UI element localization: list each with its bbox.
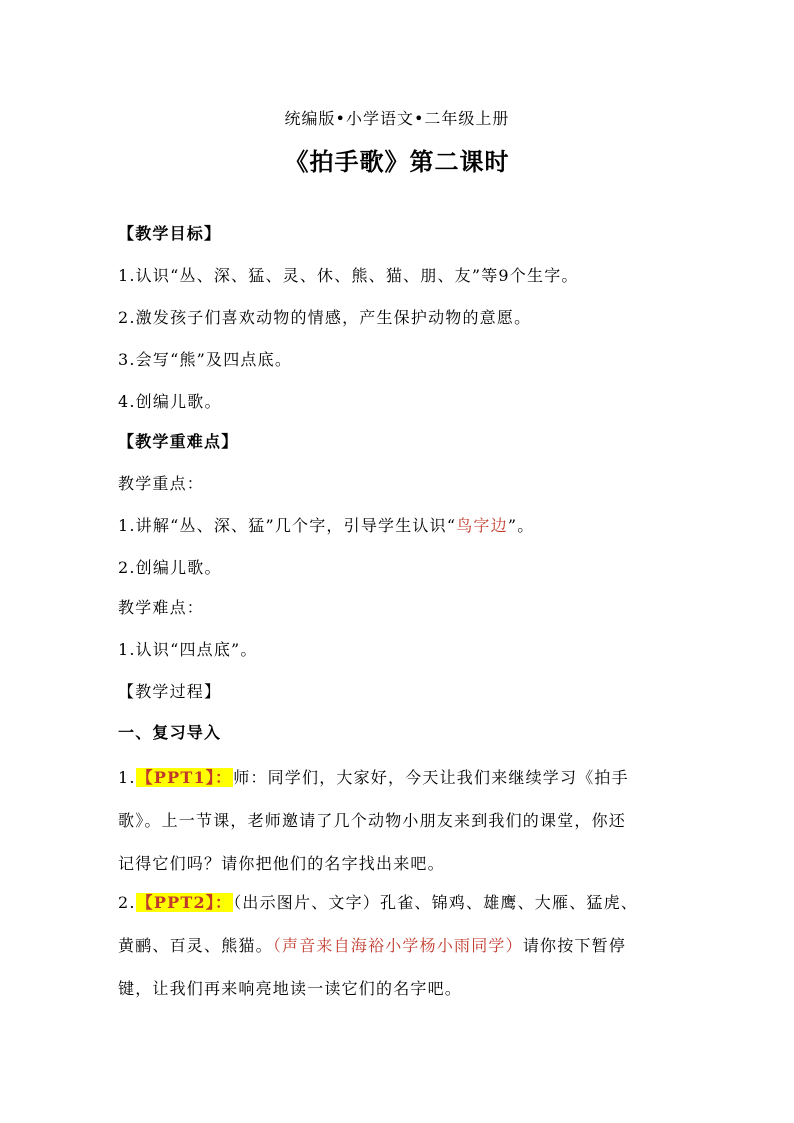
paragraph-text: （出示图片、文字）孔雀、锦鸡、雄鹰、大雁、猛虎、 bbox=[233, 893, 638, 912]
process-heading: 【教学过程】 bbox=[118, 682, 222, 701]
section-heading: 一、复习导入 bbox=[118, 723, 222, 742]
paragraph-line: 歌》。上一节课，老师邀请了几个动物小朋友来到我们的课堂，你还 bbox=[118, 811, 627, 830]
document-title: 《拍手歌》第二课时 bbox=[284, 147, 510, 176]
paragraph-text: 师：同学们，大家好，今天让我们来继续学习《拍手 bbox=[233, 768, 629, 787]
objective-item: 2.激发孩子们喜欢动物的情感，产生保护动物的意愿。 bbox=[118, 308, 532, 327]
document-subtitle: 统编版•小学语文•二年级上册 bbox=[284, 109, 510, 128]
objective-item: 3.会写“熊”及四点底。 bbox=[118, 350, 293, 369]
paragraph-text: 请你按下暂停 bbox=[522, 936, 627, 955]
focus-item: 2.创编儿歌。 bbox=[118, 558, 222, 577]
difficulty-item: 1.认识“四点底”。 bbox=[118, 640, 258, 659]
focus-item-highlight: 鸟字边 bbox=[456, 516, 508, 535]
objectives-heading: 【教学目标】 bbox=[118, 224, 222, 243]
focus-label: 教学重点： bbox=[118, 474, 205, 493]
focus-item-text: ”。 bbox=[507, 516, 535, 535]
paragraph-line bbox=[118, 756, 678, 799]
focus-item bbox=[118, 516, 678, 536]
key-points-heading: 【教学重难点】 bbox=[118, 432, 239, 451]
audio-credit: （声音来自海裕小学杨小雨同学） bbox=[272, 936, 523, 955]
paragraph-line bbox=[118, 924, 678, 967]
ppt-tag: 【PPT1】： bbox=[136, 768, 233, 787]
focus-item-text: 1.讲解“丛、深、猛”几个字，引导学生认识“ bbox=[118, 516, 457, 535]
paragraph-line: 键，让我们再来响亮地读一读它们的名字吧。 bbox=[118, 979, 463, 998]
ppt-tag: 【PPT2】： bbox=[136, 893, 233, 912]
paragraph-text: 黄鹂、百灵、熊猫。 bbox=[118, 936, 273, 955]
process-paragraph-1 bbox=[118, 756, 678, 885]
objective-item: 4.创编儿歌。 bbox=[118, 392, 222, 411]
difficulty-label: 教学难点： bbox=[118, 598, 205, 617]
objective-item: 1.认识“丛、深、猛、灵、休、熊、猫、朋、友”等9个生字。 bbox=[118, 266, 579, 285]
process-paragraph-2 bbox=[118, 881, 678, 1010]
paragraph-line: 记得它们吗？请你把他们的名字找出来吧。 bbox=[118, 854, 445, 873]
paragraph-line bbox=[118, 881, 678, 924]
paragraph-number: 1. bbox=[118, 768, 136, 787]
paragraph-number: 2. bbox=[118, 893, 136, 912]
